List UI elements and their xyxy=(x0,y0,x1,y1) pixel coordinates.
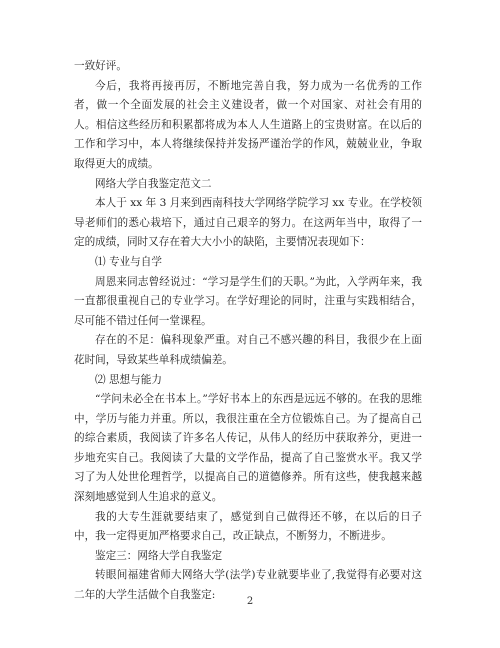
subheading-thought-and-ability: ⑵ 思想与能力 xyxy=(95,373,162,386)
section-heading-sample-two: 网络大学自我鉴定范文二 xyxy=(95,177,212,190)
page-number: 2 xyxy=(246,596,254,607)
paragraph-intro: 本人于 xx 年 3 月来到西南科技大学网络学院学习 xx 专业。在学校领导老师们的悉心栽培下，通过自己艰辛的努力。在这两年当中，取得了一定的成绩，同时又存在着大大小小的缺陷，主要情况表现如下： xyxy=(74,197,422,249)
paragraph-future-plans: 今后，我将再接再厉，不断地完善自我，努力成为一名优秀的工作者，做一个全面发展的社会主义建设者，做一个对国家、对社会有用的人。相信这些经历和积累都将成为本人人生道路上的宝贵财富。在以后的工作和学习中，本人将继续保持并发扬严谨治学的作风，兢兢业业，争取取得更大的成绩。 xyxy=(74,79,422,170)
paragraph-graduation: 转眼间福建省师大网络大学(法学)专业就要毕业了,我觉得有必要对这二年的大学生活做个自我鉴定: xyxy=(74,569,422,602)
paragraph-knowledge-and-ability: “学问未必全在书本上。”学好书本上的东西是远远不够的。在我的思维中，学历与能力并重。所以，我很注重在全方位锻炼自己。为了提高自己的综合素质，我阅读了许多名人传记，从伟人的经历中获取养分，更进一步地充实自己。我阅读了大量的文学作品，提高了自己鉴赏水平。我又学习了为人处世伦理哲学，以提高自己的道德修养。所有这些，使我越来越深刻地感觉到人生追求的意义。 xyxy=(74,393,422,504)
paragraph-shortcomings: 存在的不足：偏科现象严重。对自己不感兴趣的科目，我很少在上面花时间，导致某些单科成绩偏差。 xyxy=(74,334,422,366)
section-heading-appraisal-three: 鉴定三：网络大学自我鉴定 xyxy=(95,549,223,562)
subheading-major-and-self-study: ⑴ 专业与自学 xyxy=(95,255,162,268)
paragraph-conclusion: 我的大专生涯就要结束了，感觉到自己做得还不够，在以后的日子中，我一定得更加严格要求自己，改正缺点，不断努力，不断进步。 xyxy=(74,510,422,543)
document-body xyxy=(74,57,422,606)
paragraph-study-attitude: 周恩来同志曾经说过：“学习是学生们的天职。”为此，入学两年来，我一直都很重视自己的专业学习。在学好理论的同时，注重与实践相结合，尽可能不错过任何一堂课程。 xyxy=(74,275,422,327)
paragraph-continuation: 一致好评。 xyxy=(74,60,127,72)
